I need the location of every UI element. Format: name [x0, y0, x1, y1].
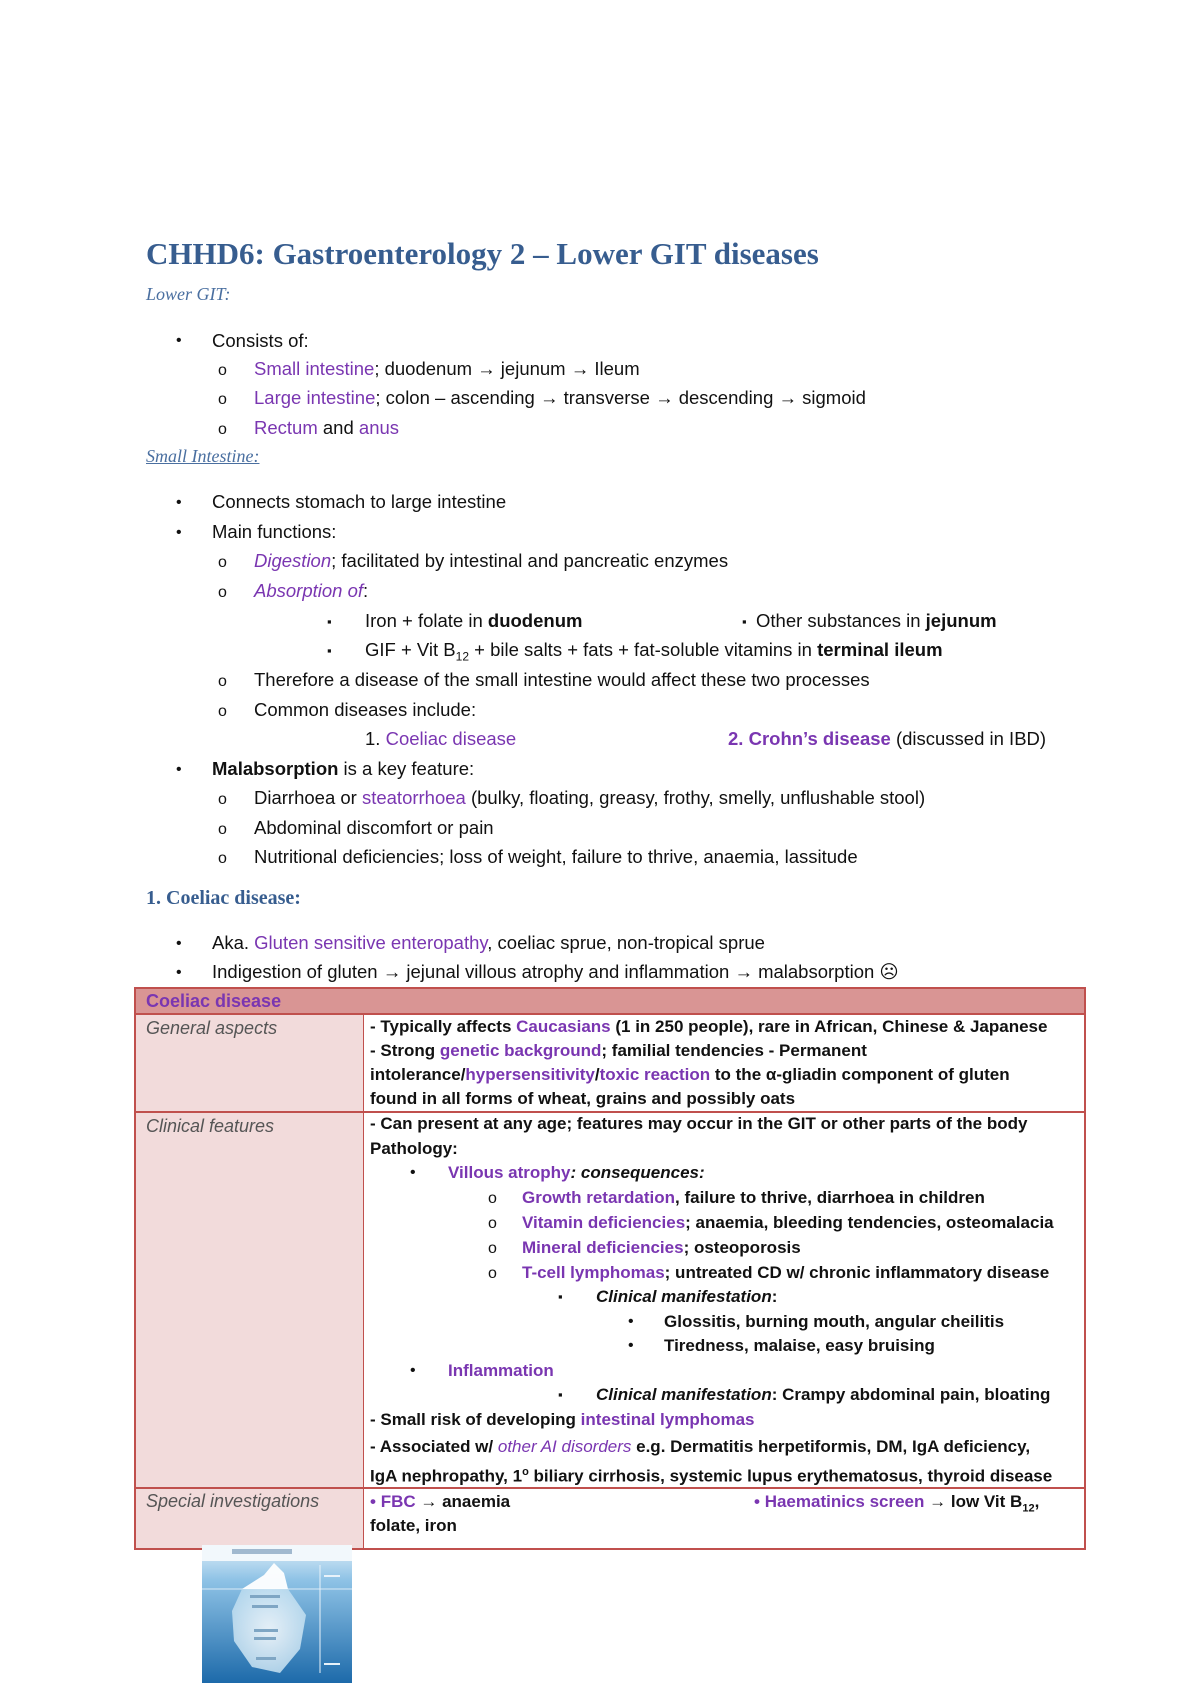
table-header-label: Coeliac disease — [146, 991, 282, 1011]
bullet: • — [176, 761, 182, 778]
small-intestine-line: Small intestine; duodenum → jejunum → Ileum — [254, 358, 640, 379]
arrow-icon: → — [420, 1492, 438, 1511]
iron-folate-line: Iron + folate in duodenum — [365, 610, 583, 631]
arrow-icon: → — [929, 1492, 947, 1511]
gif-line: GIF + Vit $B_{12}$ + bile salts + fats + fat-soluble vitamins in terminal ileum — [365, 639, 943, 664]
sub-bullet: o — [218, 791, 227, 808]
sub-bullet: o — [218, 554, 227, 571]
square-bullet: ▪ — [558, 1387, 563, 1402]
sub-bullet: o — [218, 584, 227, 601]
common-diseases-line: Common diseases include: — [254, 699, 477, 720]
row-value-special: • FBC → anaemia • Haematinics screen → low Vit $B_{12}$, folate, iron — [370, 1492, 1040, 1535]
sub-bullet: o — [488, 1240, 497, 1257]
abdominal-line: Abdominal discomfort or pain — [254, 817, 494, 838]
square-bullet: ▪ — [327, 643, 332, 658]
disease-2: 2. Crohn’s disease (discussed in IBD) — [728, 728, 1047, 749]
bullet: • — [410, 1164, 416, 1181]
row-label-special: Special investigations — [136, 1489, 364, 1548]
square-bullet: ▪ — [327, 614, 332, 629]
bullet: • — [176, 494, 182, 511]
nutritional-line: Nutritional deficiencies; loss of weight, failure to thrive, anaemia, lassitude — [254, 846, 858, 867]
sub-bullet: o — [218, 821, 227, 838]
sub-bullet: o — [488, 1265, 497, 1282]
row-label-clinical: Clinical features — [136, 1113, 364, 1489]
therefore-line: Therefore a disease of the small intestine would affect these two processes — [254, 669, 870, 690]
sub-bullet: o — [218, 850, 227, 867]
absorption-line: Absorption of: — [254, 580, 369, 601]
arrow-icon: → — [734, 961, 753, 982]
diarrhoea-line: Diarrhoea or steatorrhoea (bulky, floating, greasy, frothy, smelly, unflushable stool) — [254, 787, 926, 808]
sub-bullet: o — [218, 391, 227, 408]
row-value-general: - Typically affects Caucasians (1 in 250 people), rare in African, Chinese & Japanese - Strong genetic background; familial tendencies - Permanent intolerance/hypersensitivity/toxic reaction to the α-gliadin component of gluten found in all forms of wheat, grains and possibly oats — [364, 1015, 1084, 1113]
bullet: • — [176, 332, 182, 349]
bullet: • — [176, 524, 182, 541]
sub-bullet: o — [488, 1215, 497, 1232]
sub-bullet: o — [218, 421, 227, 438]
table-header — [136, 989, 1084, 1015]
other-substances-line: Other substances in jejunum — [756, 610, 997, 631]
coeliac-table — [134, 987, 1086, 1550]
sub-bullet: o — [488, 1190, 497, 1207]
arrow-icon: → — [778, 387, 798, 408]
indigestion-line: Indigestion of gluten → jejunal villous atrophy and inflammation → malabsorption ☹ — [212, 961, 899, 982]
main-functions: Main functions: — [212, 521, 337, 542]
bullet: • — [410, 1362, 416, 1379]
bullet: • — [628, 1313, 634, 1330]
arrow-icon: → — [539, 387, 559, 408]
sub-bullet: o — [218, 673, 227, 690]
disease-1: 1. Coeliac disease — [365, 728, 517, 749]
arrow-icon: → — [477, 358, 496, 379]
bullet: • — [176, 935, 182, 952]
bullet: • — [628, 1337, 634, 1354]
row-value-clinical: - Can present at any age; features may occur in the GIT or other parts of the body Pathology: • Villous atrophy: consequences: o Growth retardation, failure to thrive, diarrhoea in children o Vitamin deficiencies; anaemia, bleeding tendencies, osteomalacia o Mineral deficiencies; osteoporosis o T-cell lymphomas; untreated CD w/ chronic inflammatory disease ▪ Clinical manifestation: • Glossitis, burning mouth, angular cheilitis • Tiredness, malaise, easy bruising • Inflammation ▪ Clinical manifestation: Crampy abdominal pain, bloating - Small risk of developing intestinal lymphomas - Associated w/ other AI disorders e.g. Dermatitis herpetiformis, DM, IgA deficiency, IgA nephropathy, 1$^o$ biliary cirrhosis, systemic lupus erythematosus, thyroid disease — [364, 1113, 1084, 1489]
small-intestine-heading: Small Intestine: — [146, 446, 260, 466]
sub-bullet: o — [218, 362, 227, 379]
square-bullet: ▪ — [558, 1289, 563, 1304]
rectum-anus-line: Rectum and anus — [254, 417, 400, 438]
arrow-icon: → — [655, 387, 674, 408]
square-bullet: ▪ — [742, 614, 747, 629]
aka-line: Aka. Gluten sensitive enteropathy, coeliac sprue, non-tropical sprue — [212, 932, 765, 953]
iceberg-illustration — [202, 1545, 352, 1683]
consists-of: Consists of: — [212, 330, 309, 351]
page-title: CHHD6: Gastroenterology 2 – Lower GIT diseases — [146, 236, 819, 271]
large-intestine-line: Large intestine; colon – ascending → transverse → descending → sigmoid — [254, 387, 866, 408]
sub-bullet: o — [218, 703, 227, 720]
lower-git-heading: Lower GIT: — [146, 284, 231, 304]
bullet: • — [176, 964, 182, 981]
connects-line: Connects stomach to large intestine — [212, 491, 507, 512]
arrow-icon: → — [570, 358, 590, 379]
malabsorption-line: Malabsorption is a key feature: — [212, 758, 475, 779]
arrow-icon: → — [382, 961, 402, 982]
coeliac-heading: 1. Coeliac disease: — [146, 887, 301, 909]
digestion-line: Digestion; facilitated by intestinal and pancreatic enzymes — [254, 550, 729, 571]
row-label-general: General aspects — [136, 1015, 364, 1113]
sad-face-icon: ☹ — [879, 961, 899, 982]
